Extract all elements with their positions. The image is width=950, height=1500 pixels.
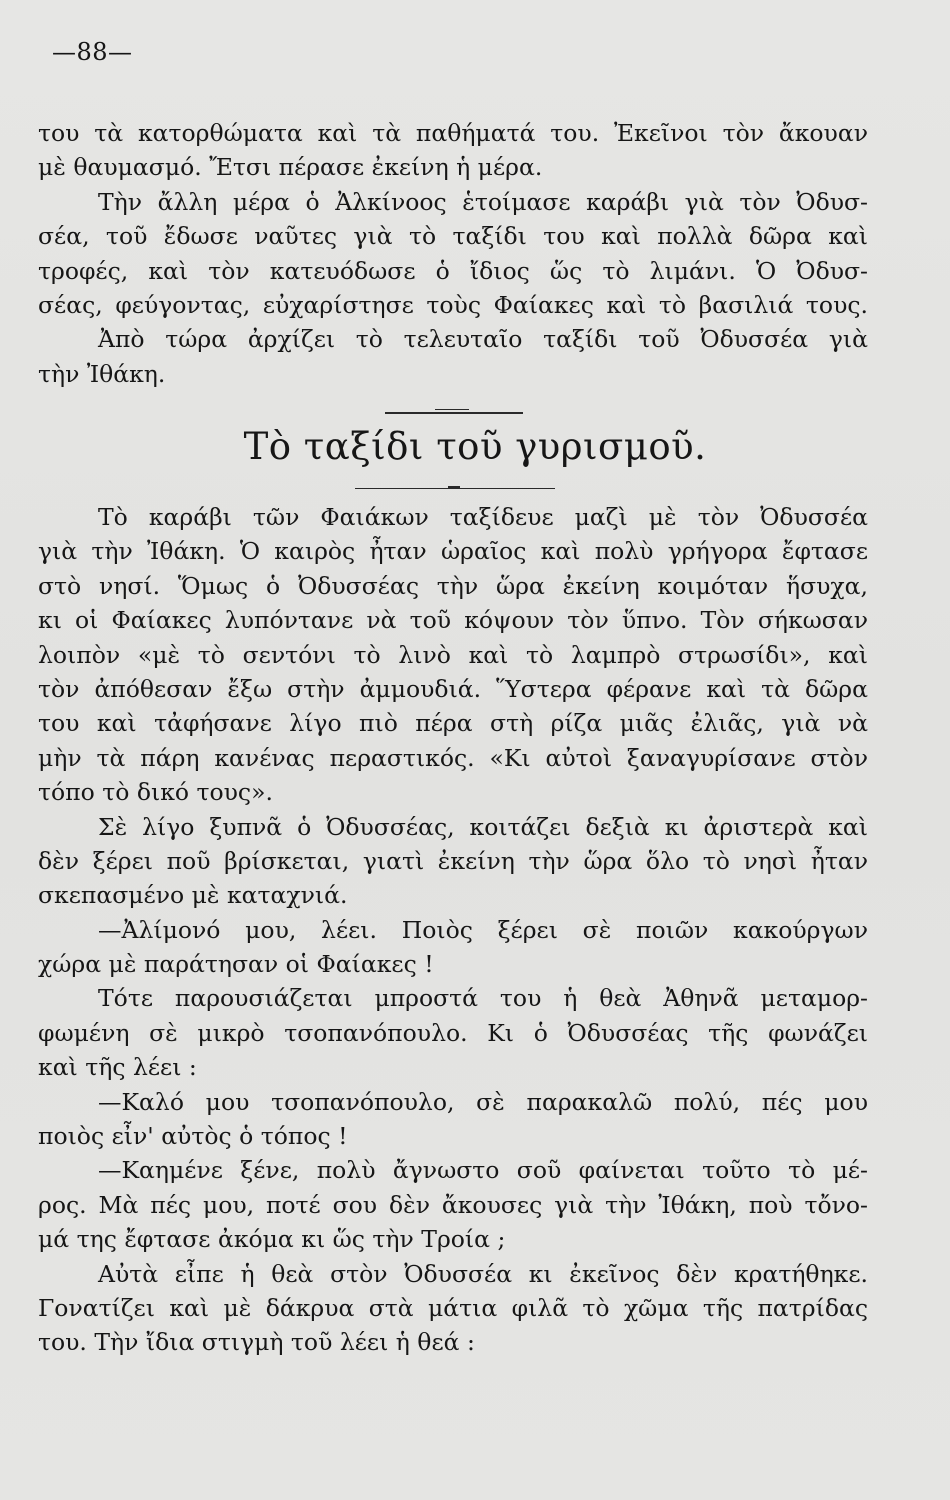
text-block-top [38, 116, 868, 391]
text-line: τὸν ἀπόθεσαν ἔξω στὴν ἀμμουδιά. Ὕστερα φέρανε καὶ τὰ δῶρα [38, 674, 868, 703]
text-block-body [38, 500, 868, 1360]
text-line: Γονατίζει καὶ μὲ δάκρυα στὰ μάτια φιλᾶ τὸ χῶμα τῆς πατρίδας [38, 1293, 868, 1322]
text-line: Τότε παρουσιάζεται μπροστά του ἡ θεὰ Ἀθηνᾶ μεταμορ- [98, 984, 868, 1013]
text-line: του τὰ κατορθώματα καὶ τὰ παθήματά του. Ἐκεῖνοι τὸν ἄκουαν [38, 119, 868, 147]
text-line: χώρα μὲ παράτησαν οἱ Φαίακες ! [38, 950, 434, 979]
text-line: σέας, φεύγοντας, εὐχαρίστησε τοὺς Φαίακες καὶ τὸ βασιλιά τους. [38, 290, 868, 319]
text-line: Σὲ λίγο ξυπνᾶ ὁ Ὀδυσσέας, κοιτάζει δεξιὰ κι ἀριστερὰ καὶ [98, 812, 868, 841]
text-line: μὴν τὰ πάρη κανένας περαστικός. «Κι αὐτοὶ ξαναγυρίσανε στὸν [38, 743, 868, 772]
text-line: ρος. Μὰ πές μου, ποτέ σου δὲν ἄκουσες γιὰ τὴν Ἰθάκη, ποὺ τὄνο- [38, 1190, 868, 1219]
text-line: μὲ θαυμασμό. Ἔτσι πέρασε ἐκείνη ἡ μέρα. [38, 153, 543, 182]
text-line: του. Τὴν ἴδια στιγμὴ τοῦ λέει ἡ θεά : [38, 1328, 475, 1357]
text-line: —Ἀλίμονό μου, λέει. Ποιὸς ξέρει σὲ ποιῶν κακούργων [98, 915, 868, 944]
text-line: καὶ τῆς λέει : [38, 1053, 197, 1082]
text-line: Τὸ καράβι τῶν Φαιάκων ταξίδευε μαζὶ μὲ τὸν Ὀδυσσέα [98, 503, 868, 531]
text-line: τροφές, καὶ τὸν κατευόδωσε ὁ ἴδιος ὥς τὸ λιμάνι. Ὁ Ὀδυσ- [38, 256, 868, 285]
title-underline [355, 488, 555, 489]
text-line: Τὴν ἄλλη μέρα ὁ Ἀλκίνοος ἑτοίμασε καράβι γιὰ τὸν Ὀδυσ- [98, 187, 868, 216]
text-line: τόπο τὸ δικό τους». [38, 778, 273, 807]
text-line: λοιπὸν «μὲ τὸ σεντόνι τὸ λινὸ καὶ τὸ λαμπρὸ στρωσίδι», καὶ [38, 640, 868, 669]
text-line: γιὰ τὴν Ἰθάκη. Ὁ καιρὸς ἦταν ὡραῖος καὶ πολὺ γρήγορα ἔφτασε [38, 537, 868, 566]
page-number: —88— [52, 38, 133, 66]
text-line: ποιὸς εἶν' αὐτὸς ὁ τόπος ! [38, 1122, 348, 1151]
text-line: κι οἱ Φαίακες λυπόντανε νὰ τοῦ κόψουν τὸν ὕπνο. Τὸν σήκωσαν [38, 606, 868, 635]
text-line: Αὐτὰ εἶπε ἡ θεὰ στὸν Ὀδυσσέα κι ἐκεῖνος δὲν κρατήθηκε. [98, 1259, 868, 1288]
text-line: —Καημένε ξένε, πολὺ ἄγνωστο σοῦ φαίνεται τοῦτο τὸ μέ- [98, 1156, 868, 1185]
text-line: τὴν Ἰθάκη. [38, 359, 166, 388]
text-line: του καὶ τἀφήσανε λίγο πιὸ πέρα στὴ ρίζα μιᾶς ἐλιᾶς, γιὰ νὰ [38, 709, 868, 738]
text-line: —Καλό μου τσοπανόπουλο, σὲ παρακαλῶ πολύ, πές μου [98, 1087, 868, 1116]
text-line: Ἀπὸ τώρα ἀρχίζει τὸ τελευταῖο ταξίδι τοῦ Ὀδυσσέα γιὰ [98, 325, 868, 354]
text-line: σκεπασμένο μὲ καταχνιά. [38, 881, 348, 910]
section-separator [385, 412, 523, 414]
text-line: στὸ νησί. Ὅμως ὁ Ὀδυσσέας τὴν ὥρα ἐκείνη κοιμόταν ἥσυχα, [38, 571, 868, 600]
text-line: σέα, τοῦ ἔδωσε ναῦτες γιὰ τὸ ταξίδι του καὶ πολλὰ δῶρα καὶ [38, 222, 868, 251]
text-line: φωμένη σὲ μικρὸ τσοπανόπουλο. Κι ὁ Ὀδυσσέας τῆς φωνάζει [38, 1018, 868, 1047]
text-line: δὲν ξέρει ποῦ βρίσκεται, γιατὶ ἐκείνη τὴν ὥρα ὅλο τὸ νησὶ ἦταν [38, 846, 868, 875]
chapter-title: Τὸ ταξίδι τοῦ γυρισμοῦ. [243, 425, 707, 468]
text-line: μά της ἔφτασε ἀκόμα κι ὥς τὴν Τροία ; [38, 1225, 506, 1254]
